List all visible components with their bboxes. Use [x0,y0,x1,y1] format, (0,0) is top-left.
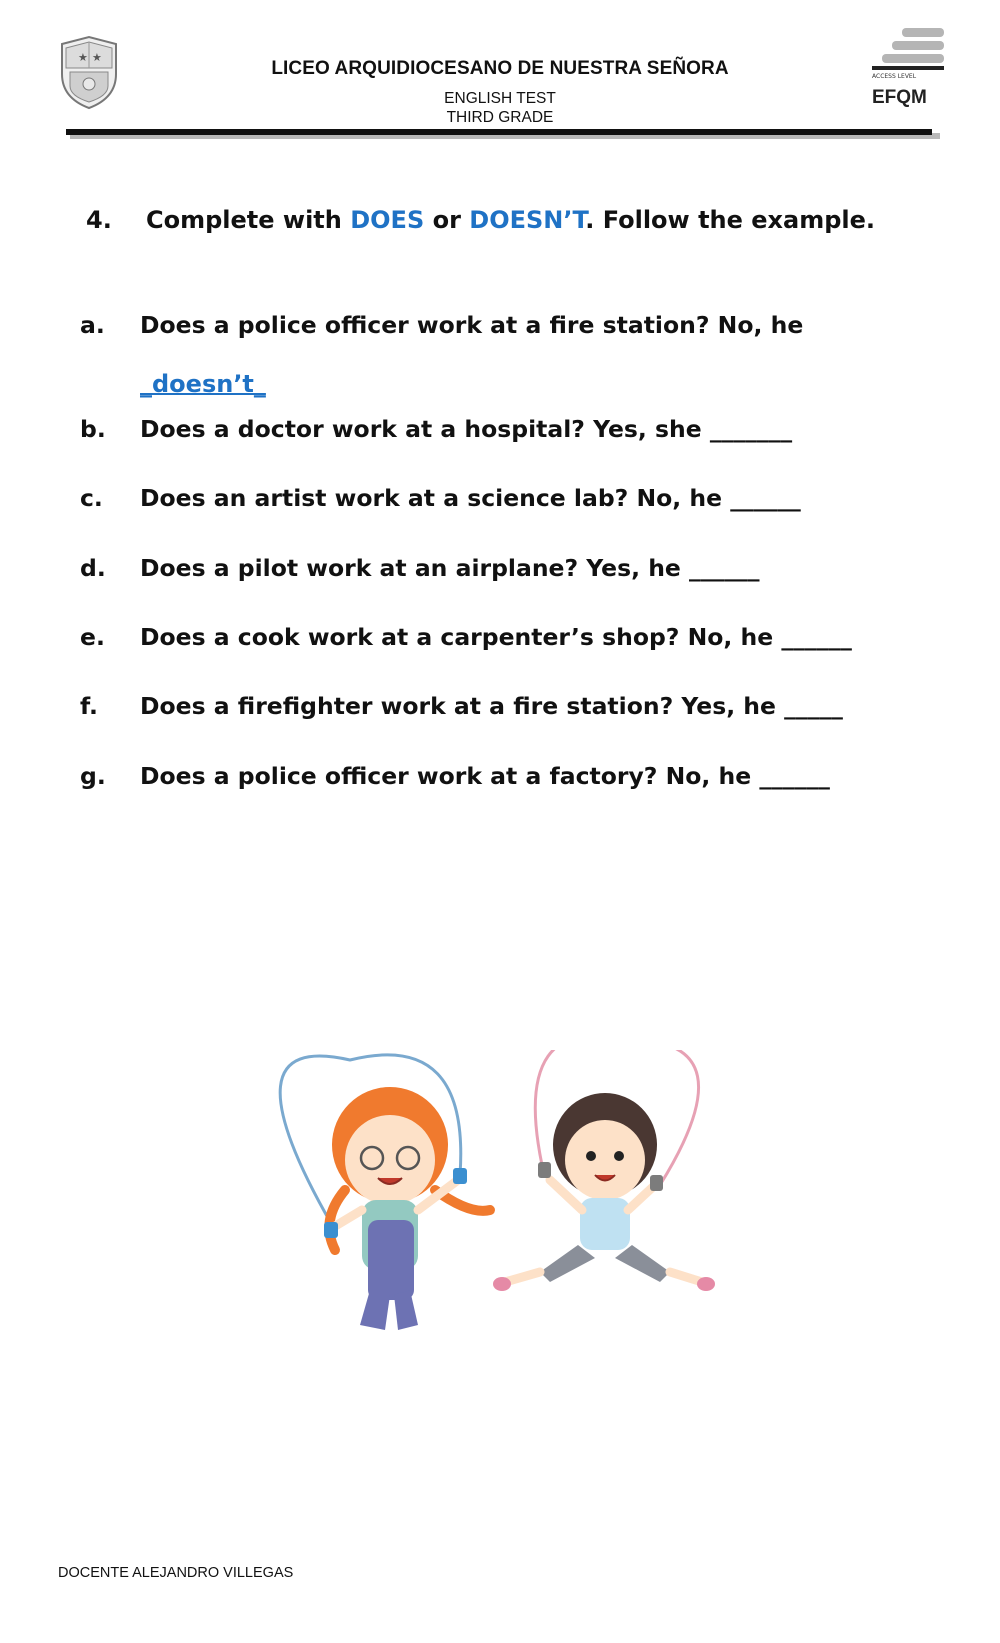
instruction-text: . Follow the example. [585,206,876,234]
question-letter: a. [80,311,105,339]
svg-text:★: ★ [92,51,102,64]
question-letter: f. [80,692,98,720]
grade-label: THIRD GRADE [446,109,554,126]
two-girls-jumping-rope-icon [250,1050,770,1380]
question-b [80,415,960,443]
exercise-instruction [86,206,966,234]
header-rule [66,129,932,135]
question-letter: e. [80,623,105,651]
exercise-number: 4. [86,206,112,234]
footer-teacher: DOCENTE ALEJANDRO VILLEGAS [58,1565,294,1581]
question-text: Does a police officer work at a factory? No, he ______ [140,762,830,790]
question-g [80,762,960,790]
question-letter: c. [80,484,103,512]
svg-text:★: ★ [78,51,88,64]
efqm-small-text: ACCESS LEVEL [872,73,917,80]
example-answer: _doesn’t_ [140,370,266,398]
question-text: Does a firefighter work at a fire station? Yes, he _____ [140,692,843,720]
school-name: LICEO ARQUIDIOCESANO DE NUESTRA SEÑORA [271,58,729,79]
instruction-text: Complete with [146,206,351,234]
question-text: Does a cook work at a carpenter’s shop? No, he ______ [140,623,852,651]
question-c [80,484,960,512]
keyword-does: DOES [350,206,425,234]
test-name: ENGLISH TEST [444,90,556,107]
efqm-text: EFQM [872,87,927,108]
efqm-logo-icon [872,28,944,110]
question-letter: b. [80,415,106,443]
question-text: Does a doctor work at a hospital? Yes, she _______ [140,415,793,443]
question-d [80,554,960,582]
question-e [80,623,960,651]
question-text: Does an artist work at a science lab? No, he ______ [140,484,801,512]
question-letter: d. [80,554,106,582]
school-crest-icon [58,34,120,110]
question-text: Does a police officer work at a fire station? No, he [140,311,804,339]
keyword-doesnt: DOESN’T [469,206,586,234]
question-f [80,692,960,720]
question-a [80,311,960,339]
question-text: Does a pilot work at an airplane? Yes, he ______ [140,554,760,582]
question-letter: g. [80,762,106,790]
instruction-text: or [424,206,470,234]
